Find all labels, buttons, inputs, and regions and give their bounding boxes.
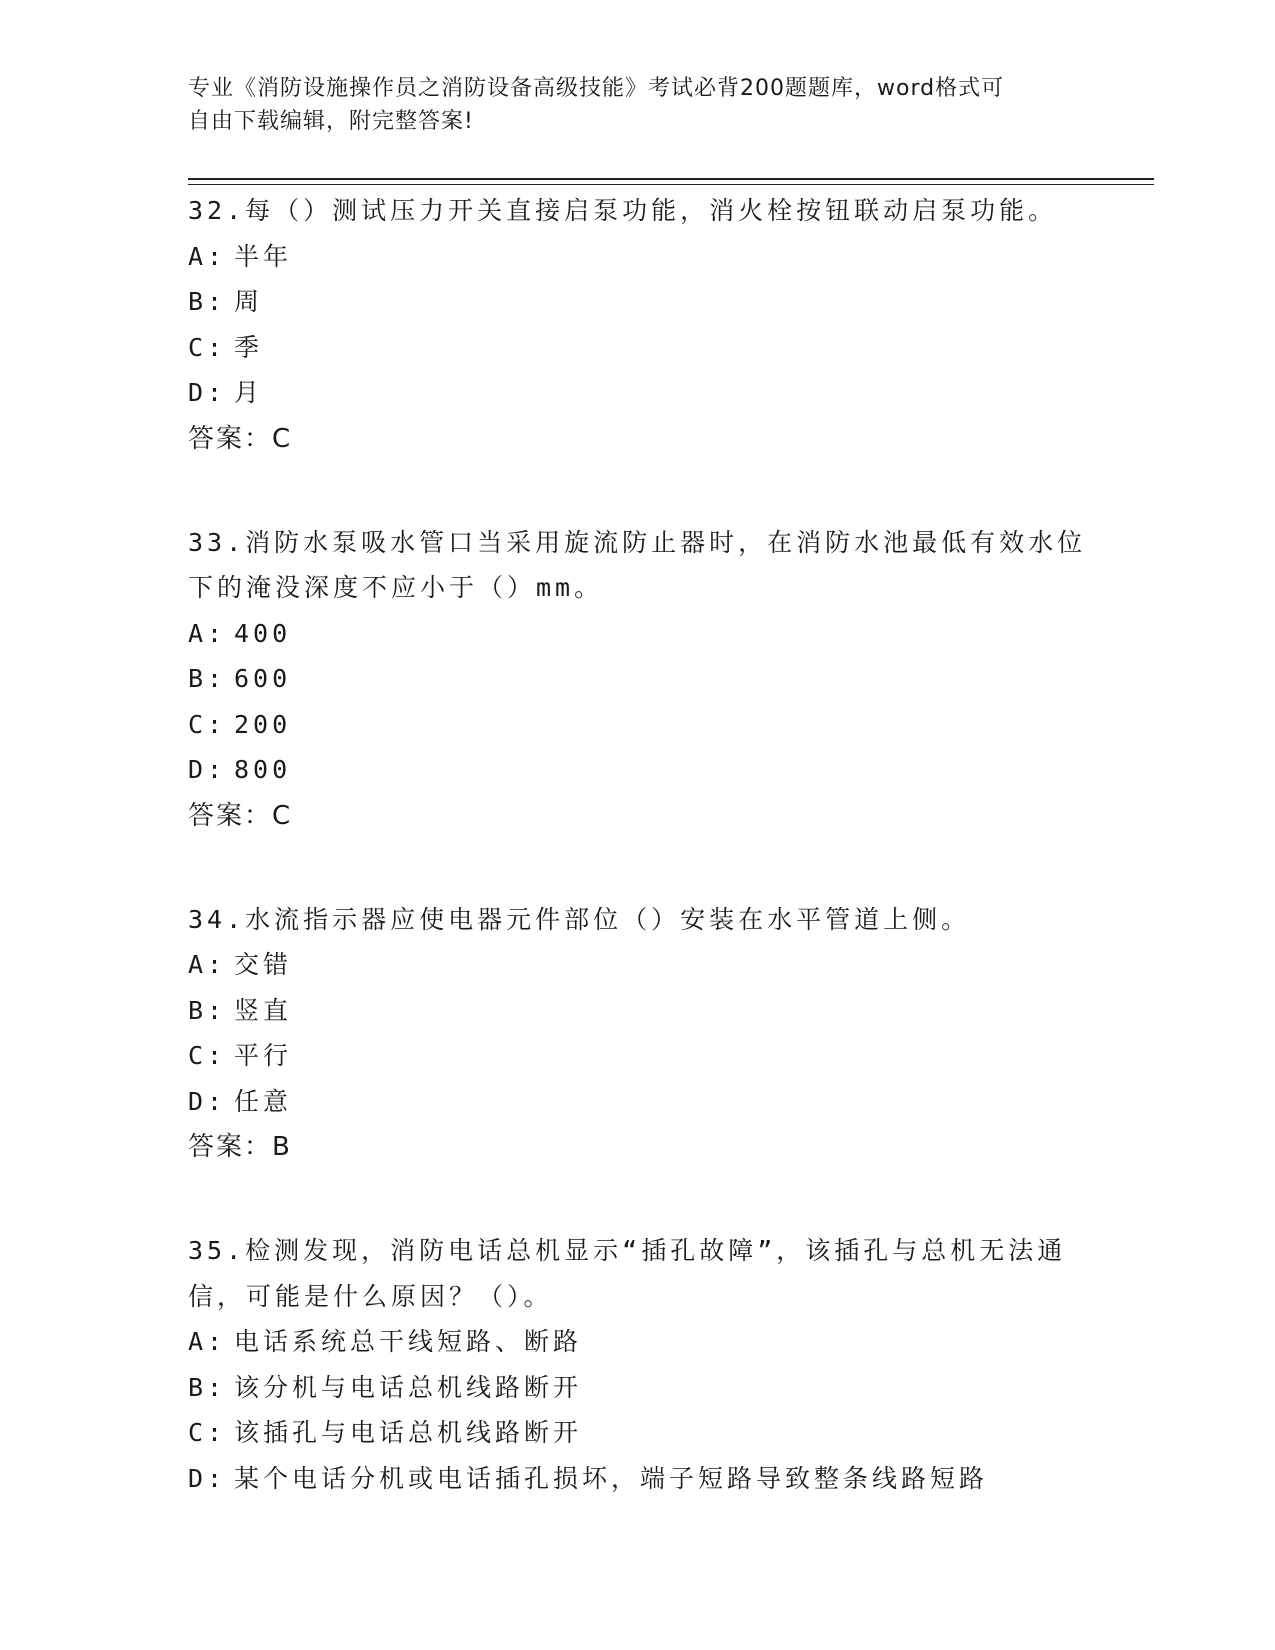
- option-a: [188, 611, 1088, 657]
- option-text: 该插孔与电话总机线路断开: [234, 1418, 583, 1447]
- option-text: 电话系统总干线短路、断路: [234, 1327, 583, 1356]
- option-a: [188, 1319, 1088, 1365]
- question-34: [188, 897, 1088, 1171]
- question-text: 32.每（）测试压力开关直接启泵功能，消火栓按钮联动启泵功能。: [188, 196, 1058, 225]
- option-a: [188, 234, 1088, 280]
- header-divider-thin: [188, 184, 1154, 185]
- question-text: 34.水流指示器应使电器元件部位（）安装在水平管道上侧。: [188, 904, 971, 934]
- option-letter: C:: [188, 332, 227, 362]
- option-b: [188, 656, 1088, 702]
- option-d: [188, 747, 1088, 793]
- option-text: 600: [234, 664, 292, 693]
- option-a: [188, 942, 1088, 988]
- option-letter: D:: [188, 1086, 227, 1116]
- option-c: [188, 1033, 1088, 1079]
- option-letter: A:: [188, 950, 227, 979]
- option-letter: D:: [188, 755, 227, 784]
- option-letter: A:: [188, 618, 227, 648]
- option-b: [188, 988, 1088, 1034]
- answer-line: 答案：C: [188, 423, 293, 454]
- question-list: [188, 188, 1088, 1559]
- option-b: [188, 279, 1088, 325]
- option-letter: D:: [188, 1463, 227, 1493]
- option-text: 交错: [234, 950, 293, 979]
- option-text: 季: [234, 332, 264, 362]
- option-text: 400: [234, 618, 292, 648]
- option-letter: D:: [188, 378, 227, 407]
- option-letter: B:: [188, 1372, 227, 1402]
- option-b: [188, 1365, 1088, 1411]
- option-d: [188, 1456, 1088, 1502]
- question-33: [188, 520, 1088, 839]
- option-letter: C:: [188, 709, 227, 739]
- question-35: [188, 1228, 1088, 1501]
- option-letter: B:: [188, 664, 227, 693]
- option-text: 竖直: [234, 995, 293, 1025]
- header-divider-thick: [188, 178, 1154, 180]
- option-c: [188, 1410, 1088, 1456]
- option-text: 平行: [234, 1041, 293, 1070]
- option-text: 周: [234, 287, 264, 316]
- option-letter: B:: [188, 287, 227, 316]
- option-text: 任意: [234, 1086, 293, 1116]
- header-line-2: 自由下载编辑，附完整答案!: [188, 109, 474, 134]
- option-letter: B:: [188, 995, 227, 1025]
- option-text: 200: [234, 709, 292, 739]
- question-32: [188, 188, 1088, 462]
- answer-line: 答案：C: [188, 800, 293, 831]
- question-text: 35.检测发现，消防电话总机显示“插孔故障”，该插孔与总机无法通信，可能是什么原因？（）。: [188, 1236, 1067, 1311]
- document-header: [188, 72, 1068, 138]
- option-text: 某个电话分机或电话插孔损坏，端子短路导致整条线路短路: [234, 1463, 989, 1493]
- option-text: 月: [234, 378, 264, 407]
- option-letter: C:: [188, 1041, 227, 1070]
- header-line-1: 专业《消防设施操作员之消防设备高级技能》考试必背200题题库，word格式可: [188, 76, 1005, 101]
- option-text: 800: [234, 755, 292, 784]
- option-c: [188, 702, 1088, 748]
- option-d: [188, 370, 1088, 416]
- option-text: 半年: [234, 241, 293, 271]
- option-d: [188, 1079, 1088, 1125]
- answer-line: 答案：B: [188, 1132, 292, 1162]
- option-text: 该分机与电话总机线路断开: [234, 1372, 583, 1402]
- option-c: [188, 325, 1088, 371]
- question-text: 33.消防水泵吸水管口当采用旋流防止器时，在消防水池最低有效水位下的淹没深度不应小于（）mm。: [188, 527, 1087, 602]
- option-letter: A:: [188, 1327, 227, 1356]
- option-letter: C:: [188, 1418, 227, 1447]
- option-letter: A:: [188, 241, 227, 271]
